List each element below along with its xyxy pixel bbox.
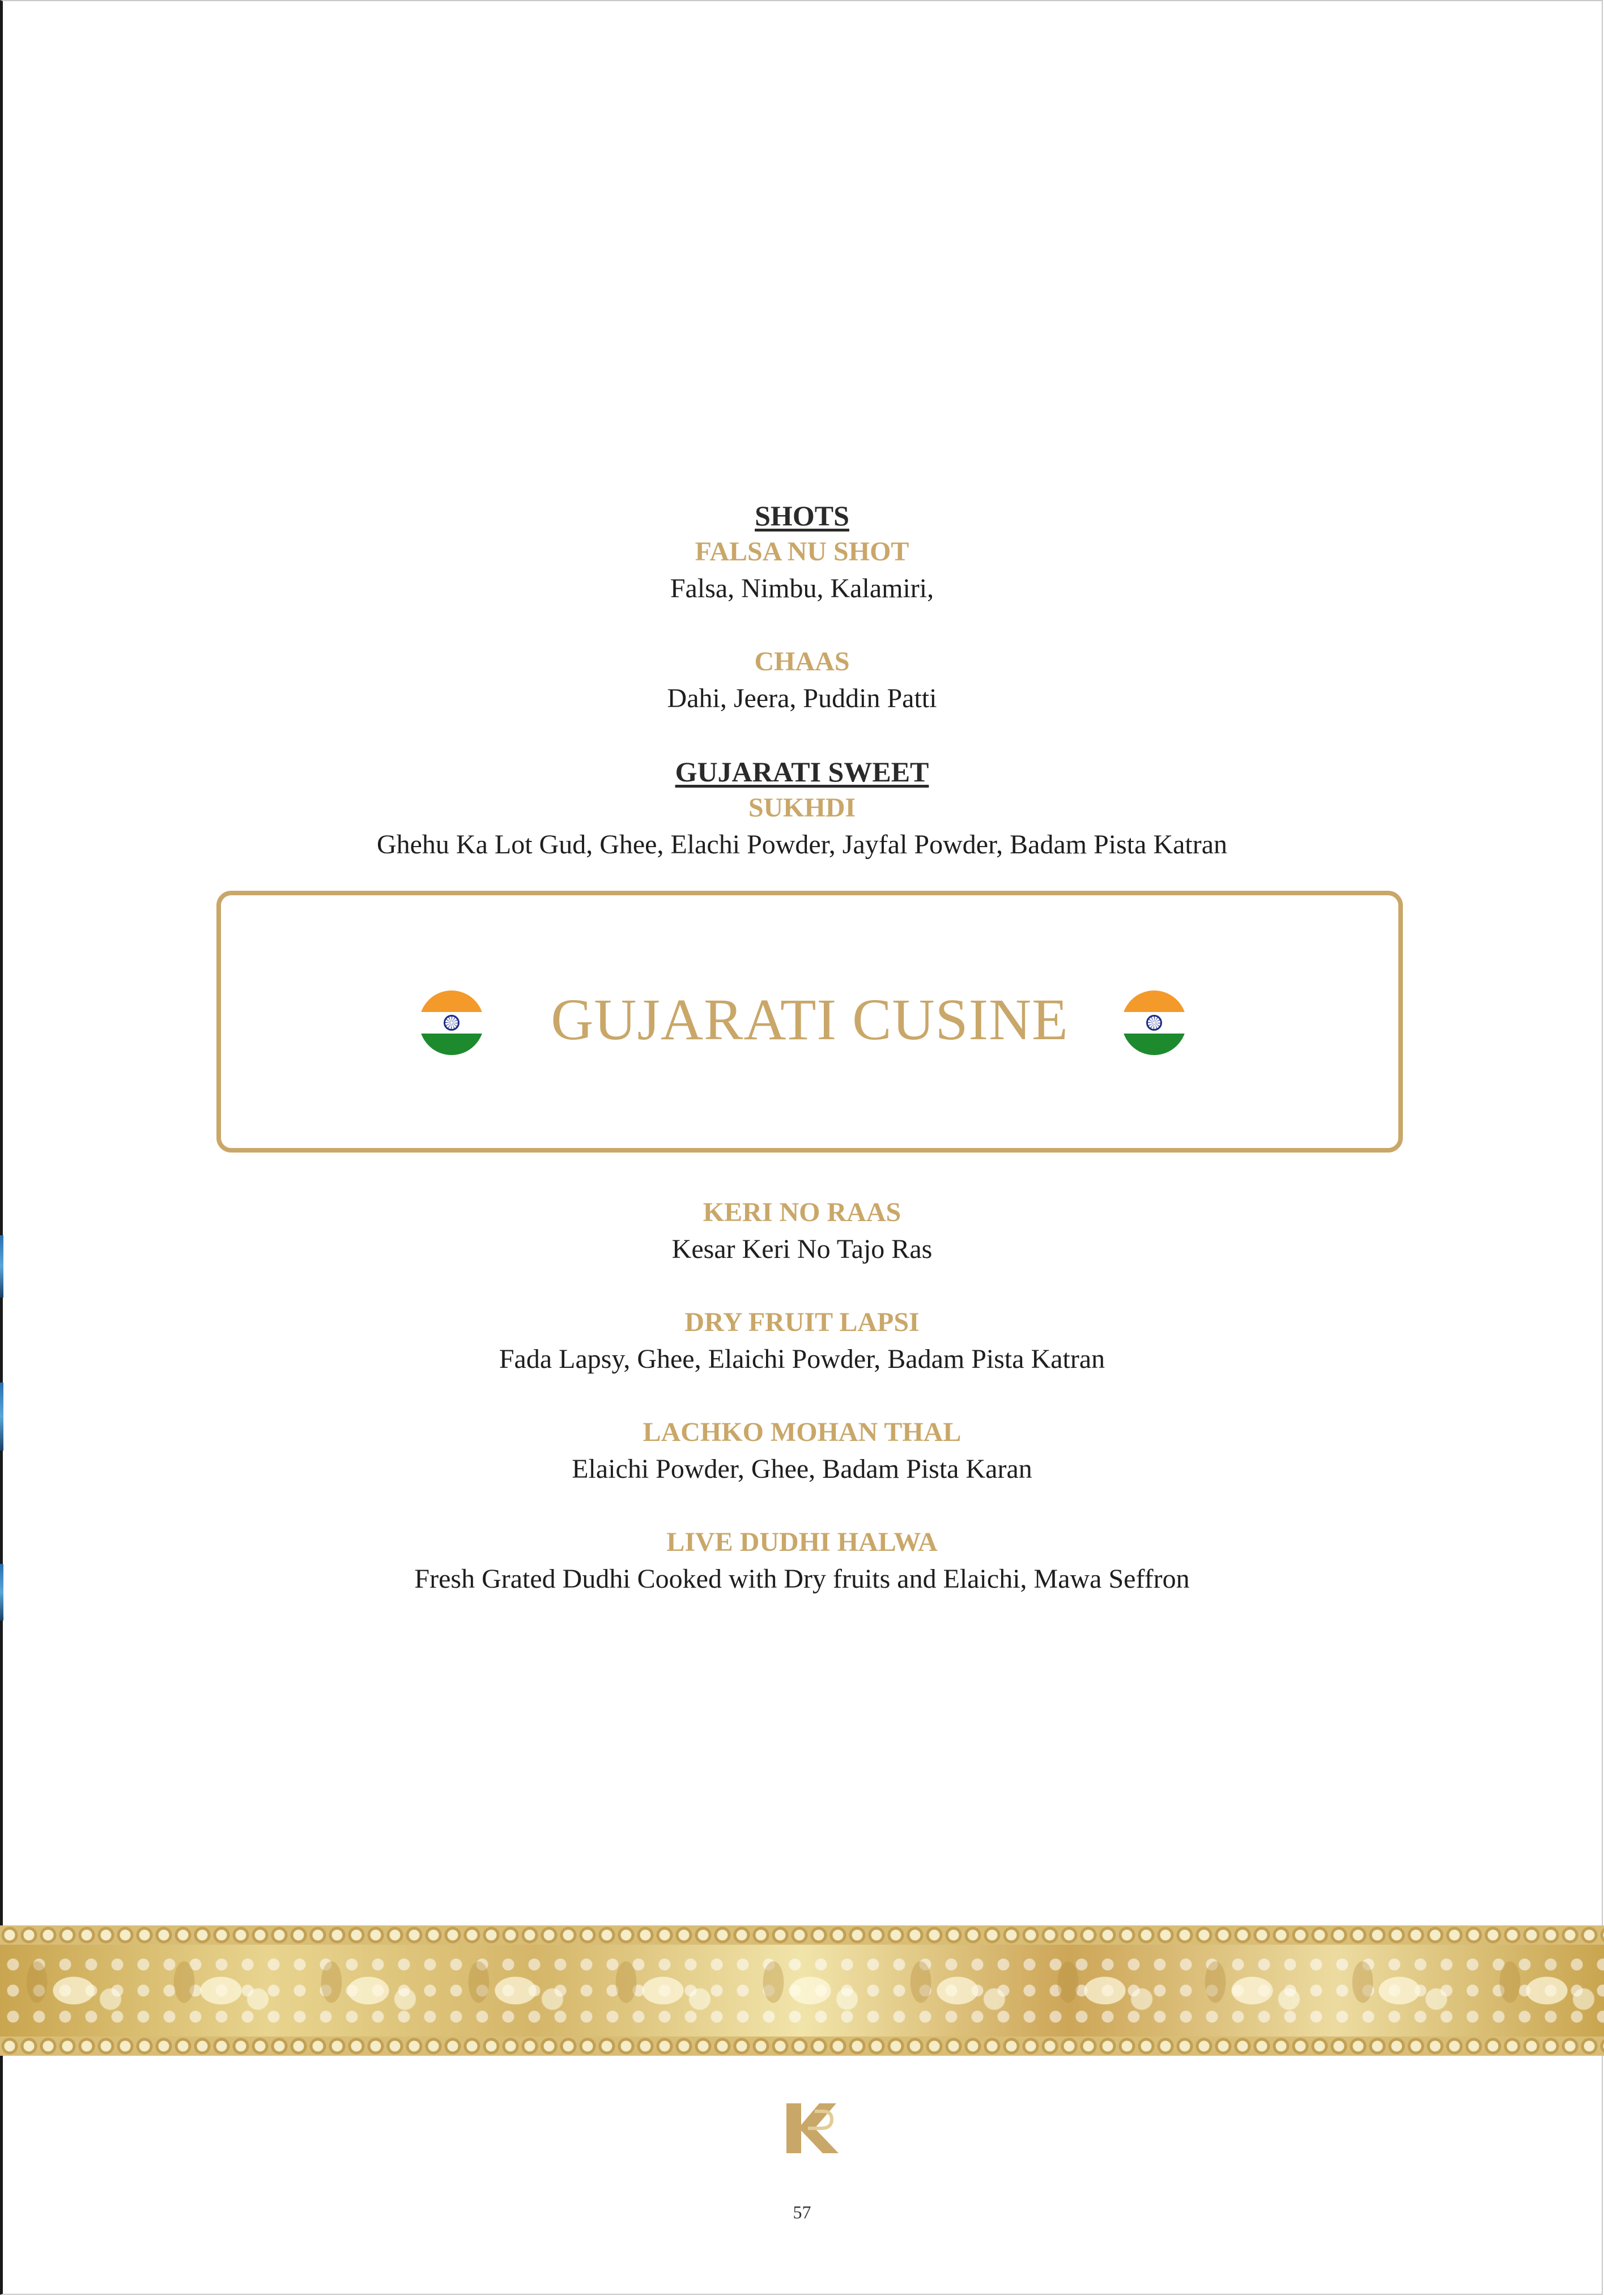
section-heading-gujarati-sweet: GUJARATI SWEET	[675, 756, 929, 788]
gold-ornament-border	[0, 1925, 1604, 2056]
menu-item-name: SUKHDI	[748, 793, 856, 823]
menu-item-description: Fresh Grated Dudhi Cooked with Dry fruits and Elaichi, Mawa Seffron	[414, 1564, 1190, 1594]
lower-menu	[0, 1194, 1604, 1598]
upper-menu	[0, 498, 1604, 864]
menu-item-description: Dahi, Jeera, Puddin Patti	[667, 683, 937, 713]
page-number: 57	[793, 2202, 811, 2222]
menu-item-name: CHAAS	[754, 647, 850, 677]
menu-item-description: Falsa, Nimbu, Kalamiri,	[670, 573, 934, 603]
menu-item-name: DRY FRUIT LAPSI	[684, 1307, 920, 1337]
section-heading-shots: SHOTS	[755, 500, 849, 532]
menu-item-name: LIVE DUDHI HALWA	[666, 1527, 938, 1557]
menu-item-name: FALSA NU SHOT	[695, 537, 909, 567]
cuisine-banner	[216, 891, 1403, 1153]
india-flag-icon	[1122, 990, 1186, 1055]
menu-item-name: LACHKO MOHAN THAL	[643, 1417, 961, 1447]
menu-item-description: Elaichi Powder, Ghee, Badam Pista Karan	[572, 1454, 1032, 1484]
menu-item-name: KERI NO RAAS	[703, 1197, 901, 1227]
ashoka-chakra-icon	[1146, 1015, 1162, 1031]
menu-item-description: Ghehu Ka Lot Gud, Ghee, Elachi Powder, Jayfal Powder, Badam Pista Katran	[376, 830, 1228, 860]
kr-logo-icon	[782, 2100, 844, 2157]
menu-item-description: Kesar Keri No Tajo Ras	[671, 1234, 933, 1264]
menu-item-description: Fada Lapsy, Ghee, Elaichi Powder, Badam Pista Katran	[499, 1344, 1105, 1374]
banner-title: GUJARATI CUSINE	[551, 987, 1069, 1052]
